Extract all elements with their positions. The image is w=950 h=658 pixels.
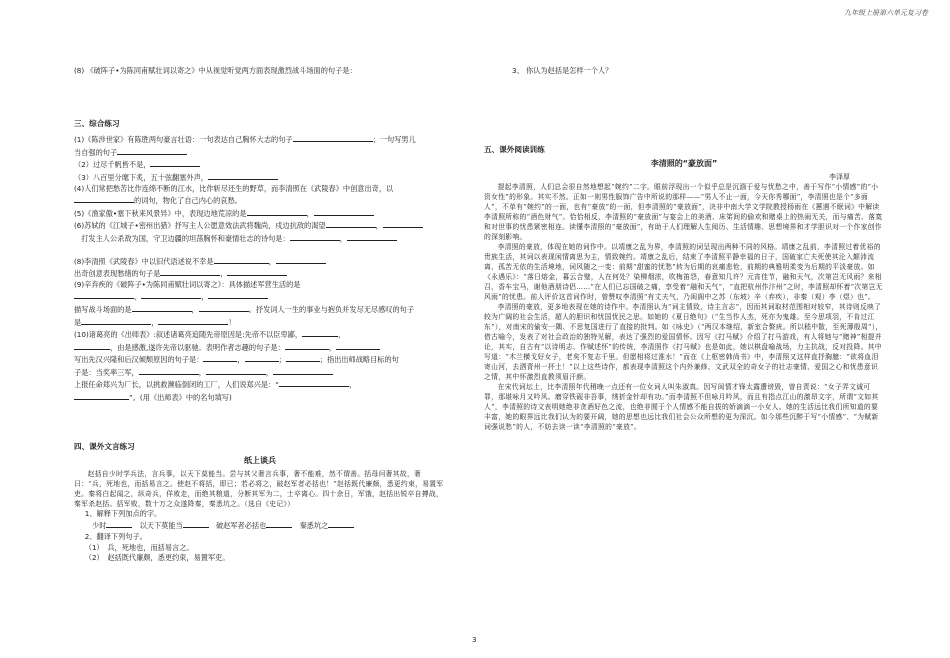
z8-line: (8)李清照《武陵春》中以旧代语述说不幸是 ， <box>74 255 446 268</box>
answer-blank[interactable] <box>227 267 287 276</box>
section-4-title: 四、课外文言练习 <box>74 441 135 451</box>
answer-blank[interactable] <box>276 255 326 264</box>
z10c-line: 写出先汉兴隆和后汉倾颓原因的句子是： ， ； ；指出出师战略目标的句 <box>74 355 399 365</box>
answer-blank[interactable] <box>158 316 228 325</box>
answer-blank[interactable] <box>328 519 354 528</box>
z9d-line: 是 ， ！ <box>74 317 236 327</box>
right-column <box>484 66 884 432</box>
z2-line: （2）过尽千帆皆不是， <box>74 158 446 171</box>
z8b-line: 出奇创意表现愁绪的句子是 ， <box>74 267 446 280</box>
answer-blank[interactable] <box>117 146 187 155</box>
answer-blank[interactable] <box>206 366 266 375</box>
classical-q2: 2、翻译下列句子。 <box>84 532 147 542</box>
z10g-line: ”。(用《出师表》中的名句填写) <box>74 391 446 404</box>
z10f-line: 上报任命郑兴为厂长，以挑救濒临倒闭的工厂，人们说郑兴是：“ ， <box>74 380 357 390</box>
article-paragraph: 提起李清照，人们总会很自然地想起“婉约”二字。眼前浮现出一个似乎总是沉湎于爱与忧愁之中，善于写作“小情感”的“小资女性”的形象。其实不然。正如一则男性服饰广告中所说的那样——“男人不止一面，今天你秀哪面”，李清照也是个“多面人”，不单有“婉约”的一面，也有“豪放”的一面，但李清照的“豪放面”，决非中南大学文学院教授杨雨在《蕙遇不眠词》中解读李清照所称的“酒色财气”。恰恰相反，李清照的“豪放面”与宴会上的美酒、床笫间的偷欢和赌桌上的热闹无关，而与痛苦、落寞和对世事的忧患紧密相连。读懂李清照的“豪放面”，有助于人们理解人生阅历、生活情趣、思想境界和才学胆识对一个作家创作的深刻影响。 <box>484 183 883 242</box>
answer-blank[interactable] <box>273 366 333 375</box>
answer-blank[interactable] <box>293 133 373 142</box>
answer-blank[interactable] <box>74 194 134 203</box>
z9-line: (9)辛弃疾的《破阵子•为陈同甫赋壮词以寄之》：具体描述军营生活的是 <box>74 279 301 289</box>
answer-blank[interactable] <box>81 316 151 325</box>
article-paragraph: 李清照的豪放，体现在她的词作中。以靖康之乱为界，李清照的词呈现出两种不同的风格。靖康之乱前，李清照过着优裕的贵族生活，其词以表现闲情离思为主，情致婉约。靖康之乱后，结束了李清照平静幸福的日子，国破家亡夫死使其沦入颠沛流离、孤苦无依的生活境地，词风随之一变：前期“甜蜜的忧愁”转为后期的哀痛悲怆，前期的典雅明柔变为后期的平淡豪放。如《永遇乐》：“落日熔金，暮云合璧，人在何处？染柳烟浓，吹梅笛怨，春意知几许？元宵佳节，融和天气，次第岂无风雨？来相召，香车宝马，谢他酒朋诗侣……”在人们已忘国破之痛，享受着“融和天气”，“直把杭州作汴州”之时，李清照却怀着“次第岂无风雨”的忧患。前人评价这首词作时，曾赞叹李清照“有丈夫气，乃闺阁中之苏（东坡）辛（弃疾），非秦（观）李（煜）也”。 <box>484 243 883 302</box>
answer-blank[interactable] <box>74 391 129 400</box>
question-8: (8) 《破阵子•为陈同甫赋壮词以寄之》中从视觉听觉两方面表现激烈战斗场面的句子是： <box>74 66 357 75</box>
answer-blank[interactable] <box>302 328 338 337</box>
page-header: 九年级上册第六单元复习卷 <box>844 9 928 17</box>
z6-line: (6)苏轼的《江城子•密州出猎》抒写主人公愿意效法武将魏尚，戍边抗敌的渴望 ， <box>74 219 446 232</box>
answer-blank[interactable] <box>383 219 423 228</box>
section-3-title: 三、综合练习 <box>74 118 120 128</box>
answer-blank[interactable] <box>199 303 249 312</box>
answer-blank[interactable] <box>326 219 376 228</box>
answer-blank[interactable] <box>347 232 397 241</box>
answer-blank[interactable] <box>139 366 199 375</box>
z4b-line: 的词句，物化了自己内心的哀愁。 <box>74 194 446 207</box>
classical-q2b: （2） 赵括既代廉颇，悉更约束，易置军吏。 <box>84 553 230 563</box>
article-paragraph: 李清照的豪放，更多地表现在她的诗作中。李清照认为“词主情致，诗主言志”，因而其词取材范围相对较窄，其诗则反映了较为广阔的社会生活，超人的胆识和忧国忧民之思。如她的《夏日绝句》（“生当作人杰，死亦为鬼雄。至今思项羽，不肯过江东”），对南宋的偷安一隅、不思复国进行了直接的批判。如《咏史》（“两汉本继绍，新室合赘疣。所以嵇中散，至死薄殷周”），借古喻今，发表了对社会政治的独特见解，表达了强烈的爱国情怀。因写《打马赋》介绍了打马游戏，有人将她与“赌神”相提并论，其实，自古有“以诗明志、作赋述怀”的传统，李清照作《打马赋》也是如此，她以棋盘喻战场，力主抗战，反对投降。其中写道：“木兰横戈好女子，老矣不复志千里。但愿相将过淮水！”而在《上枢密韩尚书》中，李清照又这样直抒胸臆：“欲将血泪寄山河，去洒青州一抔土！”以上这些诗作，都表现李清照这个内外兼修、文武双全的奇女子的壮志豪情、爱国之心和忧患意识之情，其中怀激烈直教须眉汗颜。 <box>484 303 883 382</box>
z3-line: （3）八百里分麾下炙，五十弦翻塞外声， <box>74 171 446 184</box>
answer-blank[interactable] <box>106 519 132 528</box>
answer-blank[interactable] <box>286 353 320 362</box>
classical-text-title: 纸上谈兵 <box>244 456 276 466</box>
answer-blank[interactable] <box>279 378 349 387</box>
answer-blank[interactable] <box>247 207 307 216</box>
article-paragraph: 在宋代词坛上，比李清照年代稍晚一点还有一位女词人叫朱淑真。因写闺情才锋太露遭谤毁，曾自责说：“女子弄文诚可罪，那堪咏月又吟风。磨穿铁砚非吾事，绣折金针却有功。”而李清照不但咏月吟风，而且有指点江山的激昂文字，所谓“文如其人”，李清照的诗文表明她绝非贪酒好色之流，也绝非囿于个人情感不能自拔的娇滴滴一小女人。她的生活远比我们所知道的要丰富，她的眼界远比我们认为的要开阔，她的思想也远比我们社会公众所想的更为深沉。如今那些沉醉于写“小情感”、“为赋新词强说愁”的人，不妨去读一读“李清照的“豪放”。 <box>484 383 879 432</box>
classical-q2a: （1） 兵，死地也，而括易言之。 <box>84 542 194 552</box>
answer-blank[interactable] <box>266 519 292 528</box>
answer-blank[interactable] <box>160 267 220 276</box>
z10e-line: 子是：当奖率三军， ， ， <box>74 366 446 379</box>
answer-blank[interactable] <box>132 303 192 312</box>
z5-line: (5)《渔家傲•塞下秋来风景异》中，表现边地荒凉的是 ， <box>74 207 446 220</box>
z1c-line: 当自强的句子 <box>74 146 446 159</box>
answer-blank[interactable] <box>150 158 200 167</box>
answer-blank[interactable] <box>208 290 268 299</box>
z10b-line: ，由是感激,遂许先帝以驱驰。表明作者志趣的句子是： ， <box>74 341 446 354</box>
answer-blank[interactable] <box>214 255 269 264</box>
answer-blank[interactable] <box>314 207 374 216</box>
answer-blank[interactable] <box>203 353 237 362</box>
z4-line: (4)人们常把愁苦比作连绵不断的江水，比作斩尽还生的野草，而李清照在《武陵春》中创意出奇，以 <box>74 183 394 193</box>
z9b-line: 描写战斗场面的是 ， 。抒发词人一生的事业与抱负并发尽无尽感叹的句子 <box>74 304 415 314</box>
answer-blank[interactable] <box>208 171 278 180</box>
answer-blank[interactable] <box>141 290 201 299</box>
answer-blank[interactable] <box>74 290 134 299</box>
answer-blank[interactable] <box>183 519 209 528</box>
question-3: 3、 你认为赵括是怎样一个人？ <box>512 66 613 75</box>
answer-blank[interactable] <box>285 341 329 350</box>
z10-line: (10)诸葛亮的《出师表》:叙述诸葛亮追随先帝原因是:先帝不以臣卑鄙， ， <box>74 330 346 340</box>
answer-blank[interactable] <box>74 341 110 350</box>
z6b-line: 打发主人公杀敌为国，守卫边疆的坦荡胸怀和豪情壮志的诗句是： ， <box>74 232 446 245</box>
left-column <box>74 66 446 564</box>
z1-line: (1)《陈涉世家》有陈胜两句豪言壮语：一句表达自己胸怀大志的句子 ；一句写男儿 <box>74 135 416 145</box>
z9-blanks: ， ， <box>74 290 446 303</box>
page-number: 3 <box>472 636 477 644</box>
classical-q1-items: 少时 以天下莫能当 破赵军者必括也 秦悉坑之 <box>74 519 446 532</box>
answer-blank[interactable] <box>245 353 279 362</box>
answer-blank[interactable] <box>290 232 340 241</box>
classical-q1: 1、解释下列加点的字。 <box>84 508 162 518</box>
classical-text: 赵括自少时学兵法，言兵事，以天下莫能当。尝与其父奢言兵事，奢不能难，然不谓善。括母问奢其故，奢曰：“兵，死地也，而括易言之。使赵不将括，即已；若必将之，破赵军者必括也！”赵括既代廉颇，悉更约束，易置军吏。秦将白起闻之，纵奇兵，佯败走，而绝其粮道，分断其军为二，士卒离心。四十余日，军饿，赵括出锐卒自搏战，秦军杀赵括。括军败，数十万之众遂降秦，秦悉坑之。（选自《史记》） <box>74 469 444 508</box>
section-5-title: 五、课外阅读训练 <box>484 144 545 154</box>
article-title: 李清照的“豪放面” <box>650 159 718 169</box>
answer-blank[interactable] <box>336 341 380 350</box>
article-author: 李泽厚 <box>829 172 850 181</box>
